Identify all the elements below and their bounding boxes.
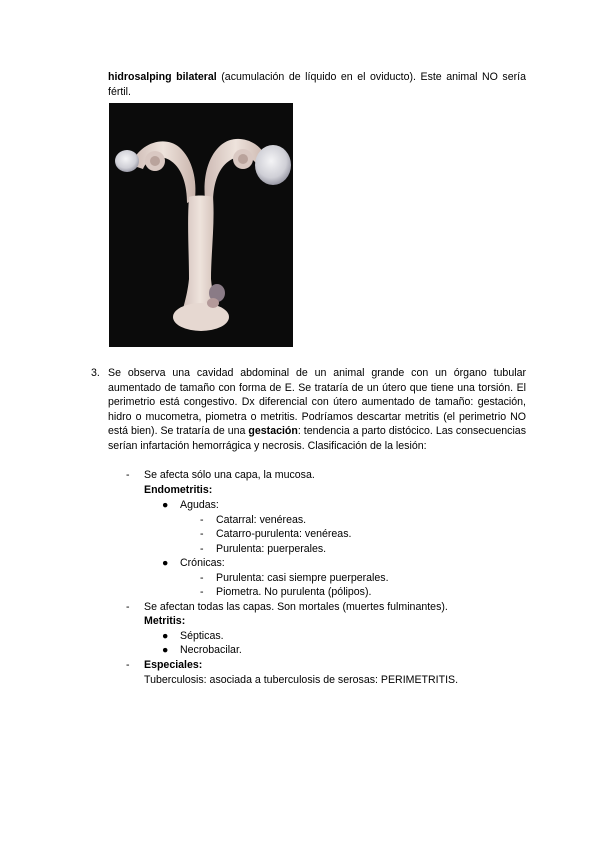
list-item: Tuberculosis: asociada a tuberculosis de serosas: PERIMETRITIS. [144, 674, 459, 686]
dash-marker: - [200, 572, 204, 584]
list-number: 3. [91, 367, 100, 379]
item3-bold-term: gestación [248, 425, 298, 438]
item3-text-b: : tendencia a parto distócico. Las consecuencias serían infartación hemorrágica y necrosis. Clasificación de la lesión: [108, 425, 526, 452]
bullet-marker: ● [162, 644, 169, 656]
dash-marker: - [200, 543, 204, 555]
metritis-heading: Metritis: [144, 615, 186, 627]
item3-paragraph [108, 366, 526, 454]
dash-marker: - [126, 601, 130, 613]
dash-marker: - [200, 514, 204, 526]
list-item: Se afecta sólo una capa, la mucosa. [144, 469, 315, 481]
list-item: Agudas: [180, 499, 219, 511]
uterus-illustration [109, 103, 293, 347]
list-item: Sépticas. [180, 630, 224, 642]
dash-marker: - [126, 659, 130, 671]
list-item: Se afectan todas las capas. Son mortales (muertes fulminantes). [144, 601, 448, 613]
dash-marker: - [200, 528, 204, 540]
intro-paragraph [108, 70, 526, 99]
endometritis-heading: Endometritis: [144, 484, 213, 496]
list-item: Catarral: venéreas. [216, 514, 307, 526]
list-item: Necrobacilar. [180, 644, 242, 656]
item3-text-a: Se observa una cavidad abdominal de un animal grande con un órgano tubular aumentado de tamaño con forma de E. Se trataría de un útero que tiene una torsión. El perimetrio está congestivo. Dx diferencial con útero aumentado de tamaño: gestación, hidro o mucometra, piometra o metritis. Podríamos descartar metritis (el perimetrio NO está bien). Se trataría de una [108, 367, 526, 438]
dash-marker: - [200, 586, 204, 598]
bullet-marker: ● [162, 499, 169, 511]
uterus-specimen-photo [109, 103, 293, 347]
bullet-marker: ● [162, 630, 169, 642]
list-item: Crónicas: [180, 557, 225, 569]
list-item: Piometra. No purulenta (pólipos). [216, 586, 372, 598]
list-item: Purulenta: puerperales. [216, 543, 327, 555]
list-item: Purulenta: casi siempre puerperales. [216, 572, 389, 584]
especiales-heading: Especiales: [144, 659, 203, 671]
intro-text: (acumulación de líquido en el oviducto). Este animal NO sería fértil. [108, 71, 526, 98]
intro-bold-term: hidrosalping bilateral [108, 71, 217, 83]
list-item: Catarro-purulenta: venéreas. [216, 528, 352, 540]
bullet-marker: ● [162, 557, 169, 569]
dash-marker: - [126, 469, 130, 481]
